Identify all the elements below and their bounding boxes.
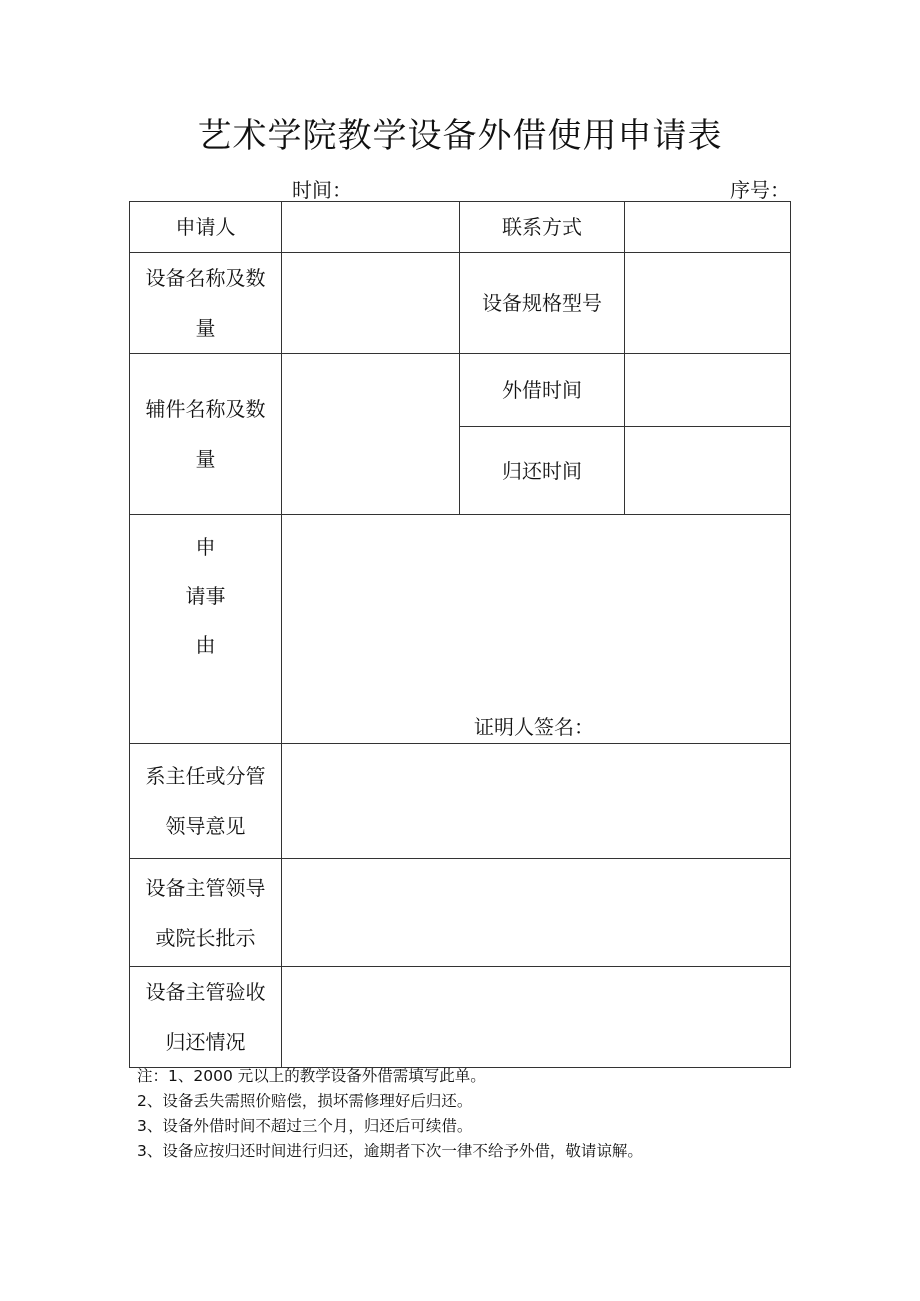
leader-approval-label-line1: 设备主管领导 [145, 875, 266, 900]
return-time-label: 归还时间 [460, 427, 625, 515]
accessory-row-top [130, 354, 791, 427]
reason-field[interactable] [282, 515, 791, 744]
return-check-field[interactable] [282, 967, 791, 1068]
dept-opinion-field[interactable] [282, 744, 791, 859]
signer-label: 证明人签名： [474, 715, 594, 739]
note-item: 注：1、2000 元以上的教学设备外借需填写此单。 [137, 1067, 486, 1085]
dept-opinion-row [130, 744, 791, 859]
dept-opinion-label [130, 744, 282, 859]
leader-approval-row [130, 859, 791, 967]
borrow-time-field[interactable] [625, 354, 791, 427]
reason-label-line1: 申 [195, 535, 216, 559]
contact-field[interactable] [625, 202, 791, 253]
note-item: 3、设备外借时间不超过三个月，归还后可续借。 [137, 1117, 473, 1135]
dept-opinion-label-line1: 系主任或分管 [145, 764, 266, 788]
device-name-label-line2: 量 [195, 316, 216, 340]
reason-label [130, 515, 282, 744]
accessory-label-line2: 量 [195, 447, 216, 471]
return-time-field[interactable] [625, 427, 791, 515]
accessory-label-line1: 辅件名称及数 [145, 397, 266, 421]
reason-row [130, 515, 791, 744]
form-title: 艺术学院教学设备外借使用申请表 [197, 116, 723, 156]
device-spec-label: 设备规格型号 [460, 253, 625, 354]
device-name-label-line1: 设备名称及数 [145, 266, 266, 290]
leader-approval-label [130, 859, 282, 967]
notes-section [137, 1064, 643, 1164]
leader-approval-field[interactable] [282, 859, 791, 967]
applicant-label: 申请人 [130, 202, 282, 253]
borrow-time-label: 外借时间 [460, 354, 625, 427]
serial-label: 序号： [730, 178, 790, 202]
device-spec-field[interactable] [625, 253, 791, 354]
device-row [130, 253, 791, 354]
time-label: 时间： [292, 178, 352, 202]
return-check-label-line1: 设备主管验收 [145, 980, 266, 1004]
contact-label: 联系方式 [460, 202, 625, 253]
note-item: 2、设备丢失需照价赔偿，损坏需修理好后归还。 [137, 1092, 473, 1110]
leader-approval-label-line2: 或院长批示 [155, 925, 256, 950]
accessory-label [130, 354, 282, 515]
note-item: 3、设备应按归还时间进行归还，逾期者下次一律不给予外借，敬请谅解。 [137, 1142, 643, 1160]
application-form-table [129, 201, 791, 1068]
return-check-label-line2: 归还情况 [165, 1030, 246, 1054]
applicant-field[interactable] [282, 202, 460, 253]
device-name-field[interactable] [282, 253, 460, 354]
applicant-row [130, 202, 791, 253]
reason-label-line2: 请事 [185, 584, 226, 608]
dept-opinion-label-line2: 领导意见 [165, 814, 246, 838]
return-check-label [130, 967, 282, 1068]
return-check-row [130, 967, 791, 1068]
accessory-field[interactable] [282, 354, 460, 515]
reason-label-line3: 由 [195, 633, 216, 657]
device-name-label [130, 253, 282, 354]
